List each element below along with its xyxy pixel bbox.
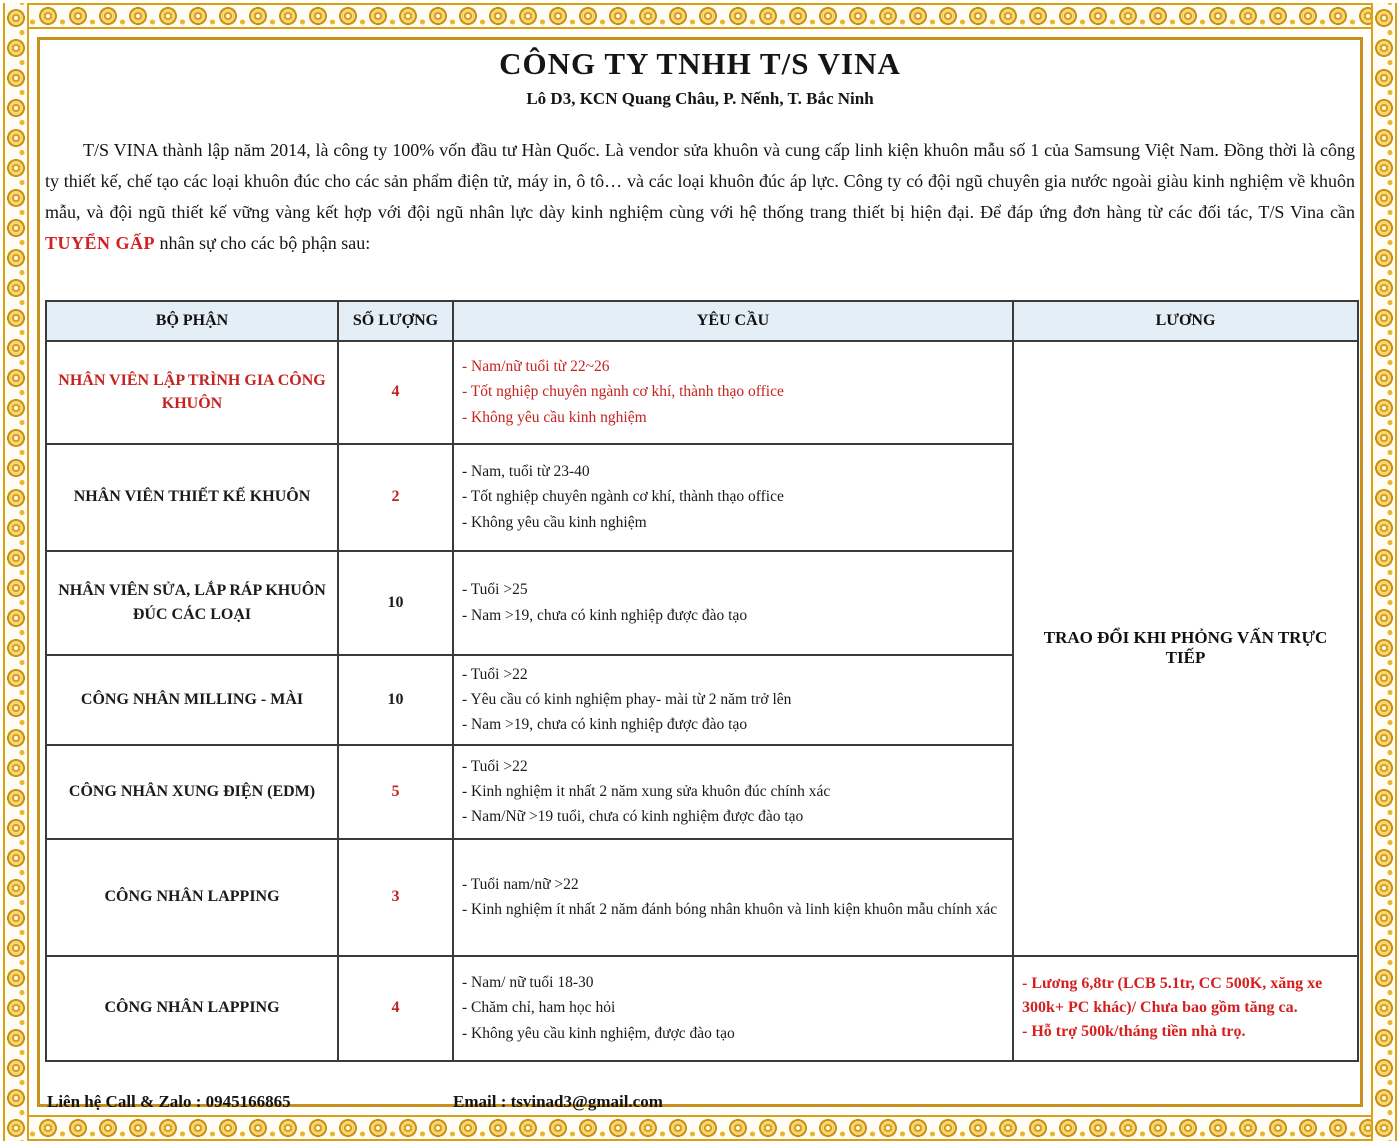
requirement-line: - Tốt nghiệp chuyên ngành cơ khí, thành thạo office <box>462 383 784 401</box>
department-cell: NHÂN VIÊN THIẾT KẾ KHUÔN <box>46 444 338 551</box>
department-cell: NHÂN VIÊN SỬA, LẮP RÁP KHUÔN ĐÚC CÁC LOẠI <box>46 551 338 655</box>
salary-detail-cell <box>1013 956 1358 1061</box>
contact-email: Email : tsvinad3@gmail.com <box>453 1091 663 1111</box>
company-title: CÔNG TY TNHH T/S VINA <box>499 46 901 81</box>
requirement-line: - Tuổi >22 <box>462 665 528 683</box>
col-header-salary: LƯƠNG <box>1013 301 1358 341</box>
requirement-line: - Yêu cầu có kinh nghiệm phay- mài từ 2 năm trở lên <box>462 690 792 708</box>
ornate-border-bottom <box>3 1115 1397 1141</box>
department-cell: CÔNG NHÂN MILLING - MÀI <box>46 655 338 745</box>
salary-line: - Hỗ trợ 500k/tháng tiền nhà trọ. <box>1022 1023 1246 1040</box>
requirements-cell <box>453 745 1013 839</box>
department-cell: NHÂN VIÊN LẬP TRÌNH GIA CÔNG KHUÔN <box>46 341 338 444</box>
requirement-line: - Nam >19, chưa có kinh nghiệp được đào tạo <box>462 716 748 734</box>
recruitment-table <box>45 300 1359 1062</box>
intro-paragraph <box>45 135 1355 260</box>
intro-text-after: nhân sự cho các bộ phận sau: <box>155 233 371 254</box>
requirement-line: - Kinh nghiệm it nhất 2 năm xung sửa khuôn đúc chính xác <box>462 782 831 800</box>
salary-line: - Lương 6,8tr (LCB 5.1tr, CC 500K, xăng xe 300k+ PC khác)/ Chưa bao gồm tăng ca. <box>1022 975 1323 1016</box>
requirements-cell <box>453 655 1013 745</box>
requirement-line: - Nam >19, chưa có kinh nghiệp được đào tạo <box>462 606 748 624</box>
quantity-cell: 5 <box>338 745 453 839</box>
department-cell: CÔNG NHÂN XUNG ĐIỆN (EDM) <box>46 745 338 839</box>
requirement-line: - Nam/Nữ >19 tuổi, chưa có kinh nghiệm được đào tạo <box>462 808 804 826</box>
requirements-cell <box>453 341 1013 444</box>
table-row <box>46 956 1358 1061</box>
requirements-cell <box>453 956 1013 1061</box>
requirement-line: - Không yêu cầu kinh nghiệm <box>462 513 647 531</box>
footer <box>45 1092 1355 1118</box>
requirement-line: - Không yêu cầu kinh nghiệm <box>462 408 647 426</box>
intro-text-before: T/S VINA thành lập năm 2014, là công ty 100% vốn đầu tư Hàn Quốc. Là vendor sửa khuôn và cung cấp linh kiện khuôn mẫu số 1 của Samsung Việt Nam. Đồng thời là công ty thiết kế, chế tạo các loại khuôn đúc cho các sản phẩm điện tử, máy in, ô tô… và các loại khuôn đúc áp lực. Công ty có đội ngũ chuyên gia nước ngoài giàu kinh nghiệm về khuôn mẫu, và đội ngũ thiết kế vững vàng kết hợp với đội ngũ nhân lực dày kinh nghiệm cùng với hệ thống trang thiết bị hiện đại. Để đáp ứng đơn hàng từ các đối tác, T/S Vina cần <box>45 140 1355 223</box>
contact-phone: Liên hệ Call & Zalo : 0945166865 <box>47 1091 291 1111</box>
requirement-line: - Tuổi >22 <box>462 757 528 775</box>
department-cell: CÔNG NHÂN LAPPING <box>46 956 338 1061</box>
quantity-cell: 2 <box>338 444 453 551</box>
requirement-line: - Chăm chỉ, ham học hỏi <box>462 999 616 1017</box>
quantity-cell: 10 <box>338 551 453 655</box>
requirement-line: - Kinh nghiệm ít nhất 2 năm đánh bóng nhân khuôn và linh kiện khuôn mẫu chính xác <box>462 901 998 918</box>
requirements-cell <box>453 839 1013 956</box>
quantity-cell: 4 <box>338 956 453 1061</box>
requirement-line: - Tuổi nam/nữ >22 <box>462 875 579 893</box>
col-header-quantity: SỐ LƯỢNG <box>338 301 453 341</box>
quantity-cell: 10 <box>338 655 453 745</box>
document-content <box>45 44 1355 1111</box>
requirements-cell <box>453 444 1013 551</box>
col-header-department: BỘ PHẬN <box>46 301 338 341</box>
requirement-line: - Nam, tuổi từ 23-40 <box>462 463 590 481</box>
requirement-line: - Nam/nữ tuổi từ 22~26 <box>462 358 610 376</box>
requirement-line: - Tuổi >25 <box>462 581 528 599</box>
requirement-line: - Không yêu cầu kinh nghiệm, được đào tạo <box>462 1024 735 1042</box>
ornate-border-left <box>3 3 29 1141</box>
quantity-cell: 3 <box>338 839 453 956</box>
col-header-requirements: YÊU CẦU <box>453 301 1013 341</box>
salary-merged-cell: TRAO ĐỔI KHI PHỎNG VẤN TRỰC TIẾP <box>1013 341 1358 956</box>
ornate-border-right <box>1371 3 1397 1141</box>
department-cell: CÔNG NHÂN LAPPING <box>46 839 338 956</box>
requirements-cell <box>453 551 1013 655</box>
quantity-cell: 4 <box>338 341 453 444</box>
table-header-row <box>46 301 1358 341</box>
requirement-line: - Tốt nghiệp chuyên ngành cơ khí, thành thạo office <box>462 488 784 506</box>
ornate-border-top <box>3 3 1397 29</box>
table-row <box>46 341 1358 444</box>
requirement-line: - Nam/ nữ tuổi 18-30 <box>462 974 594 992</box>
urgent-hiring-highlight: TUYỂN GẤP <box>45 233 156 254</box>
company-address: Lô D3, KCN Quang Châu, P. Nếnh, T. Bắc Ninh <box>526 89 874 108</box>
